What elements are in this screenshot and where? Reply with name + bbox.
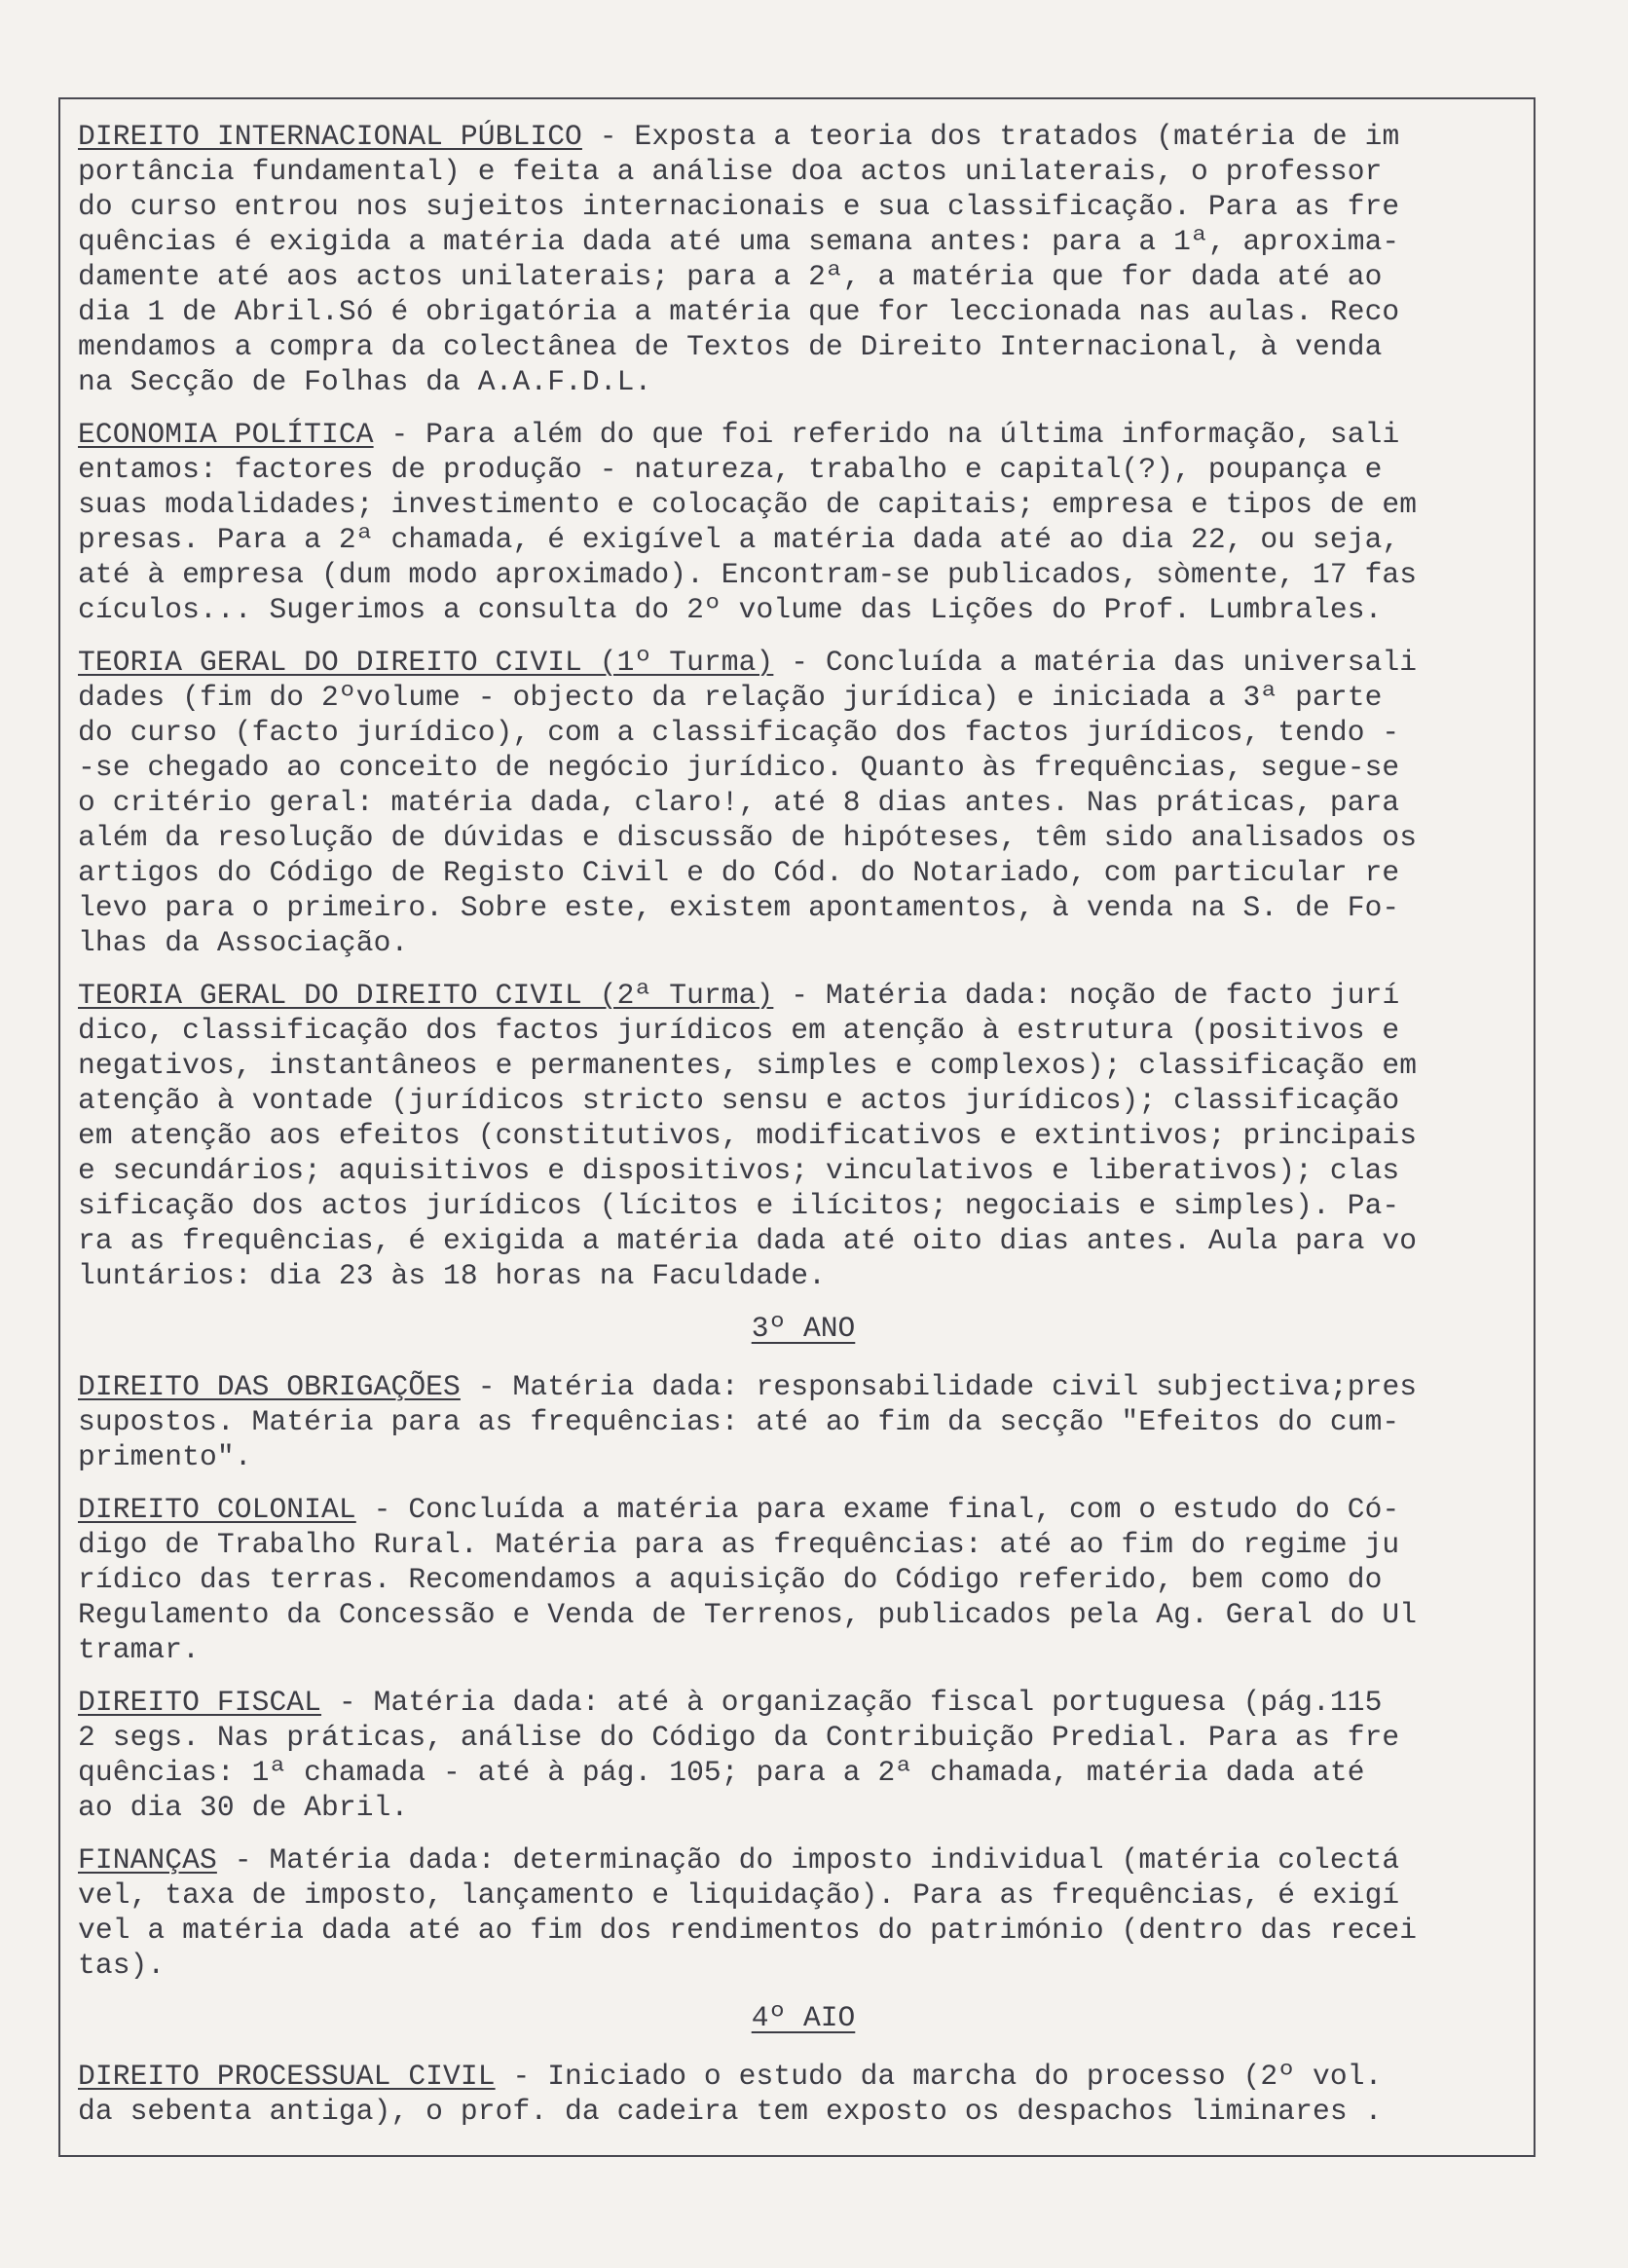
- section-text: - Matéria dada: determinação do imposto individual (matéria colectá: [216, 1843, 1400, 1877]
- text-line: [78, 1369, 1529, 1404]
- text-line: [78, 1842, 1529, 1878]
- text-line: primento".: [78, 1440, 252, 1473]
- text-line: damente até aos actos unilaterais; para a 2ª, a matéria que for dada até ao: [78, 260, 1383, 293]
- section-heading: ECONOMIA POLÍTICA: [78, 418, 374, 451]
- text-line: digo de Trabalho Rural. Matéria para as frequências: até ao fim do regime ju: [78, 1528, 1400, 1561]
- text-line: [78, 645, 1529, 680]
- year-3-heading-label: 3º ANO: [751, 1312, 856, 1345]
- text-line: atenção à vontade (jurídicos stricto sensu e actos jurídicos); classificação: [78, 1084, 1400, 1117]
- text-line: [78, 978, 1529, 1013]
- text-line: cículos... Sugerimos a consulta do 2º volume das Lições do Prof. Lumbrales.: [78, 593, 1383, 626]
- section-direito-colonial: [78, 1492, 1529, 1667]
- section-text: - Concluída a matéria para exame final, com o estudo do Có-: [355, 1493, 1400, 1526]
- page-content: [78, 119, 1529, 2146]
- text-line: na Secção de Folhas da A.A.F.D.L.: [78, 365, 652, 398]
- text-line: do curso (facto jurídico), com a classificação dos factos jurídicos, tendo -: [78, 716, 1400, 749]
- section-direito-fiscal: [78, 1685, 1529, 1825]
- text-line: luntários: dia 23 às 18 horas na Faculdade.: [78, 1259, 826, 1292]
- text-line: supostos. Matéria para as frequências: até ao fim da secção "Efeitos do cum-: [78, 1405, 1400, 1438]
- text-line: [78, 119, 1529, 154]
- text-line: mendamos a compra da colectânea de Textos de Direito Internacional, à venda: [78, 330, 1383, 363]
- text-line: quências é exigida a matéria dada até uma semana antes: para a 1ª, aproxima-: [78, 225, 1400, 258]
- text-line: 2 segs. Nas práticas, análise do Código da Contribuição Predial. Para as fre: [78, 1721, 1400, 1754]
- text-line: negativos, instantâneos e permanentes, simples e complexos); classificação em: [78, 1049, 1418, 1082]
- section-heading: TEORIA GERAL DO DIREITO CIVIL (1º Turma): [78, 646, 774, 679]
- text-line: -se chegado ao conceito de negócio jurídico. Quanto às frequências, segue-se: [78, 751, 1400, 784]
- section-financas: [78, 1842, 1529, 1983]
- text-line: levo para o primeiro. Sobre este, existem apontamentos, à venda na S. de Fo-: [78, 891, 1400, 924]
- text-line: além da resolução de dúvidas e discussão de hipóteses, têm sido analisados os: [78, 821, 1418, 854]
- section-text: - Exposta a teoria dos tratados (matéria de im: [581, 120, 1400, 153]
- text-line: e secundários; aquisitivos e dispositivos; vinculativos e liberativos); clas: [78, 1154, 1400, 1187]
- text-line: presas. Para a 2ª chamada, é exigível a matéria dada até ao dia 22, ou seja,: [78, 523, 1400, 556]
- text-line: rídico das terras. Recomendamos a aquisição do Código referido, bem como do: [78, 1563, 1383, 1596]
- text-line: ra as frequências, é exigida a matéria dada até oito dias antes. Aula para vo: [78, 1224, 1418, 1257]
- text-line: lhas da Associação.: [78, 926, 409, 959]
- text-line: até à empresa (dum modo aproximado). Encontram-se publicados, sòmente, 17 fas: [78, 558, 1418, 591]
- section-direito-internacional-publico: [78, 119, 1529, 399]
- year-3-heading: [78, 1311, 1529, 1346]
- section-heading: DIREITO INTERNACIONAL PÚBLICO: [78, 120, 582, 153]
- text-line: [78, 417, 1529, 452]
- text-line: vel a matéria dada até ao fim dos rendimentos do património (dentro das recei: [78, 1914, 1418, 1947]
- text-line: vel, taxa de imposto, lançamento e liquidação). Para as frequências, é exigí: [78, 1878, 1400, 1912]
- text-line: em atenção aos efeitos (constitutivos, modificativos e extintivos; principais: [78, 1119, 1418, 1152]
- text-line: o critério geral: matéria dada, claro!, até 8 dias antes. Nas práticas, para: [78, 786, 1400, 819]
- section-text: - Matéria dada: noção de facto jurí: [773, 979, 1400, 1012]
- text-line: [78, 1492, 1529, 1527]
- text-line: dia 1 de Abril.Só é obrigatória a matéria que for leccionada nas aulas. Reco: [78, 295, 1400, 328]
- text-line: artigos do Código de Registo Civil e do Cód. do Notariado, com particular re: [78, 856, 1400, 889]
- text-line: tramar.: [78, 1633, 201, 1666]
- text-line: dico, classificação dos factos jurídicos em atenção à estrutura (positivos e: [78, 1014, 1400, 1047]
- section-text: - Concluída a matéria das universali: [773, 646, 1418, 679]
- text-line: tas).: [78, 1949, 166, 1982]
- section-heading: DIREITO COLONIAL: [78, 1493, 356, 1526]
- text-line: do curso entrou nos sujeitos internacionais e sua classificação. Para as fre: [78, 190, 1400, 223]
- section-direito-obrigacoes: [78, 1369, 1529, 1474]
- section-heading: FINANÇAS: [78, 1843, 217, 1877]
- section-direito-processual-civil: [78, 2059, 1529, 2129]
- text-line: Regulamento da Concessão e Venda de Terrenos, publicados pela Ag. Geral do Ul: [78, 1598, 1418, 1631]
- text-line: quências: 1ª chamada - até à pág. 105; para a 2ª chamada, matéria dada até: [78, 1756, 1365, 1789]
- year-4-heading-label: 4º AIO: [751, 2001, 856, 2034]
- section-heading: TEORIA GERAL DO DIREITO CIVIL (2ª Turma): [78, 979, 774, 1012]
- text-line: portância fundamental) e feita a análise doa actos unilaterais, o professor: [78, 155, 1383, 188]
- section-text: - Iniciado o estudo da marcha do processo (2º vol.: [495, 2060, 1383, 2093]
- text-line: da sebenta antiga), o prof. da cadeira tem exposto os despachos liminares .: [78, 2095, 1383, 2128]
- year-4-heading: [78, 2000, 1529, 2035]
- section-heading: DIREITO PROCESSUAL CIVIL: [78, 2060, 496, 2093]
- text-line: dades (fim do 2ºvolume - objecto da relação jurídica) e iniciada a 3ª parte: [78, 681, 1383, 714]
- section-heading: DIREITO FISCAL: [78, 1686, 322, 1719]
- text-line: [78, 1685, 1529, 1720]
- text-line: sificação dos actos jurídicos (lícitos e ilícitos; negociais e simples). Pa-: [78, 1189, 1400, 1222]
- section-teoria-geral-2-turma: [78, 978, 1529, 1293]
- text-line: entamos: factores de produção - natureza, trabalho e capital(?), poupança e: [78, 453, 1383, 486]
- section-teoria-geral-1-turma: [78, 645, 1529, 960]
- text-line: ao dia 30 de Abril.: [78, 1791, 409, 1824]
- text-line: [78, 2059, 1529, 2094]
- section-economia-politica: [78, 417, 1529, 627]
- section-heading: DIREITO DAS OBRIGAÇÕES: [78, 1370, 461, 1403]
- section-text: - Matéria dada: até à organização fiscal portuguesa (pág.115: [321, 1686, 1383, 1719]
- section-text: - Matéria dada: responsabilidade civil subjectiva;pres: [460, 1370, 1418, 1403]
- text-line: suas modalidades; investimento e colocação de capitais; empresa e tipos de em: [78, 488, 1418, 521]
- section-text: - Para além do que foi referido na última informação, sali: [373, 418, 1400, 451]
